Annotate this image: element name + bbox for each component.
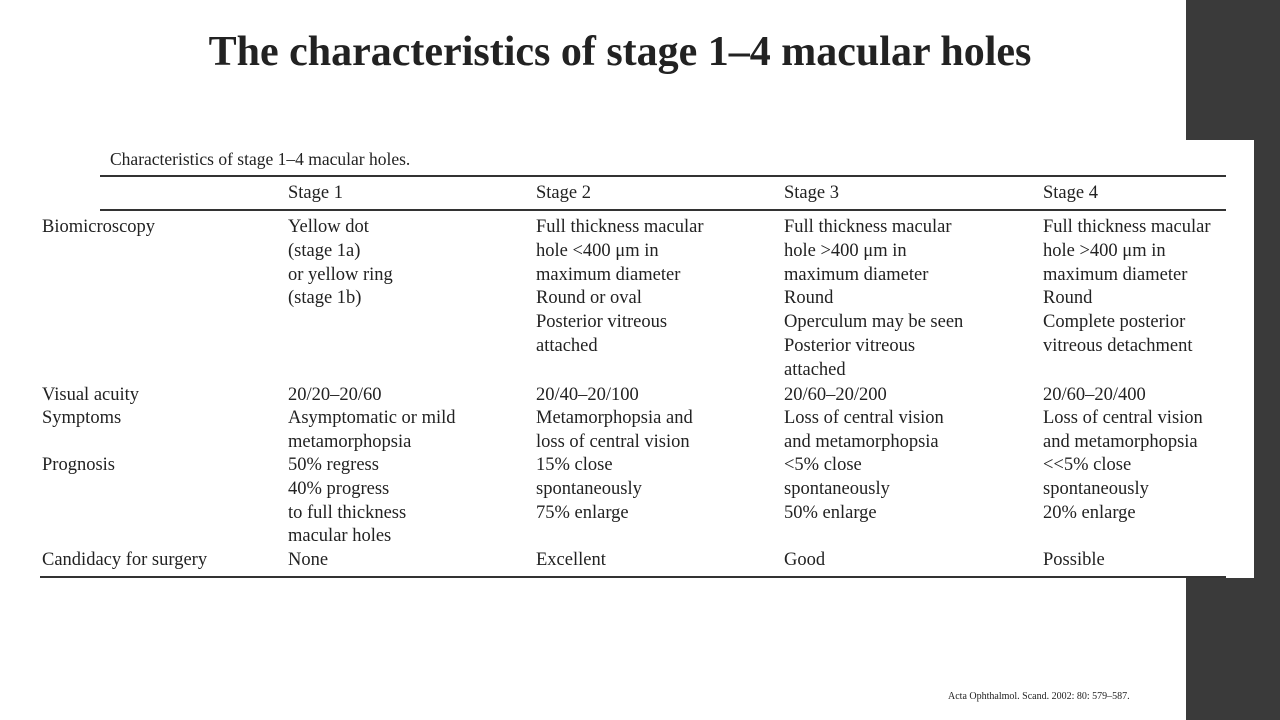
citation: Acta Ophthalmol. Scand. 2002: 80: 579–587. [948,691,1130,702]
cell-visual-acuity-stage-3: 20/60–20/200 [784,385,887,405]
header-stage-1: Stage 1 [288,183,343,203]
header-stage-2: Stage 2 [536,183,591,203]
slide-title: The characteristics of stage 1–4 macular holes [208,29,1032,75]
cell-prognosis-stage-4: <<5% close spontaneously 20% enlarge [1043,455,1149,523]
table-top-rule [100,175,1226,177]
cell-candidacy-stage-4: Possible [1043,550,1105,570]
header-stage-4: Stage 4 [1043,183,1098,203]
table-bottom-rule [40,576,1226,578]
row-label-biomicroscopy: Biomicroscopy [42,217,156,237]
cell-biomicroscopy-stage-4: Full thickness macular hole >400 μm in maximum diameter Round Complete posterior vitreous detachment [1043,217,1211,356]
cell-prognosis-stage-3: <5% close spontaneously 50% enlarge [784,455,890,523]
cell-biomicroscopy-stage-2: Full thickness macular hole <400 μm in maximum diameter Round or oval Posterior vitreous attached [536,217,704,356]
table-caption: Characteristics of stage 1–4 macular holes. [110,149,411,169]
table-header-rule [100,209,1226,211]
cell-symptoms-stage-2: Metamorphopsia and loss of central vision [536,408,693,452]
cell-symptoms-stage-1: Asymptomatic or mild metamorphopsia [288,408,456,452]
cell-candidacy-stage-3: Good [784,550,826,570]
row-label-symptoms: Symptoms [42,408,122,428]
cell-visual-acuity-stage-4: 20/60–20/400 [1043,385,1146,405]
cell-visual-acuity-stage-1: 20/20–20/60 [288,385,382,405]
row-label-candidacy: Candidacy for surgery [42,550,208,570]
row-label-prognosis: Prognosis [42,455,115,475]
cell-biomicroscopy-stage-3: Full thickness macular hole >400 μm in maximum diameter Round Operculum may be seen Posterior vitreous attached [784,217,964,380]
cell-candidacy-stage-1: None [288,550,329,570]
cell-prognosis-stage-1: 50% regress 40% progress to full thickness macular holes [288,455,407,547]
cell-visual-acuity-stage-2: 20/40–20/100 [536,385,639,405]
row-label-visual-acuity: Visual acuity [42,385,140,405]
cell-candidacy-stage-2: Excellent [536,550,606,570]
cell-symptoms-stage-3: Loss of central vision and metamorphopsia [784,408,944,452]
cell-biomicroscopy-stage-1: Yellow dot (stage 1a) or yellow ring (stage 1b) [288,217,393,309]
header-stage-3: Stage 3 [784,183,839,203]
cell-prognosis-stage-2: 15% close spontaneously 75% enlarge [536,455,642,523]
cell-symptoms-stage-4: Loss of central vision and metamorphopsia [1043,408,1203,452]
